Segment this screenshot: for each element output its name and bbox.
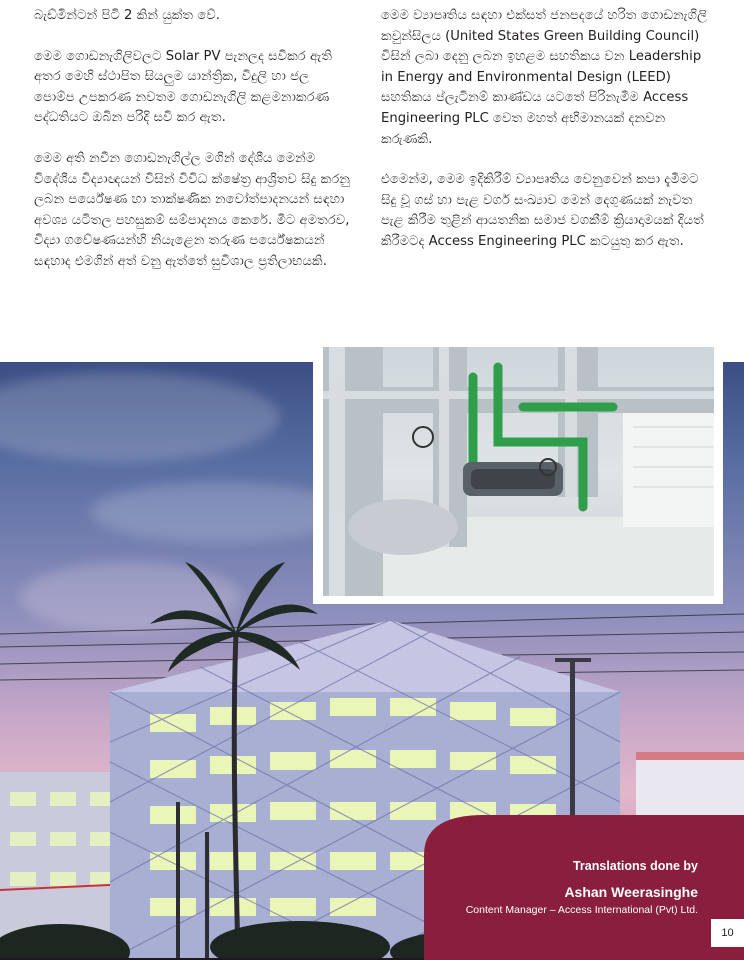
- page-number: 10: [711, 919, 744, 947]
- paragraph: මෙම අති නවීන ගොඩනැගිල්ල මගින් දේශීය මෙන්ම විදේශීය විද්‍යාඥයන් විසින් විවිධ ක්ෂේත්‍ර ආශ්‍රිතව සිදු කරනු ලබන පර්යේෂණ හා තාක්ෂණික නවෝත්පාදනයන් සඳහා අවශ්‍ය යටිතල පහසුකම් සම්පාදනය කෙරේ. මීට අමතරව, විද්‍යා ගවේෂණයන්හි නියැළෙන තරුණ පර්යේෂකයන් සඳහාද එමගින් අත් වනු ඇත්තේ සුවිශාල ප්‍රතිලාභයකි.: [34, 150, 351, 269]
- paragraph: බැඩ්මින්ටන් පිටි 2 කින් යුක්ත වේ.: [34, 8, 220, 23]
- translation-credit-panel: [424, 815, 744, 960]
- plant-room-photo: [323, 347, 714, 596]
- paragraph: මෙම ව්‍යාපෘතිය සඳහා එක්සත් ජනපදයේ හරිත ගොඩනැගිලි කවුන්සිලය (United States Green Building Council) විසින් ලබා දෙනු ලබන ඉහළම සහතිකය වන Leadership in Energy and Environmental Design (LEED) සහතිකය ප්ලැටිනම් කාණ්ඩය යටතේ පිරිනැමීම Access Engineering PLC වෙත මහත් අභිමානයක් දනවන කරුණකි.: [381, 8, 708, 147]
- interior-photo-frame: [313, 338, 723, 604]
- paragraph: එමෙන්ම, මෙම ඉදිකිරීම් ව්‍යාපෘතිය වෙනුවෙන් කපා දැමීමට සිදු වූ ගස් හා පැළ වර්ග සංඛ්‍යාව මෙන් දෙගුණයක් නැවත පැළ කිරීම තුළින් ආයතනික සමාජ වගකීම් ක්‍රියාදාමයක් දියත් කිරීමටද Access Engineering PLC කටයුතු කර ඇත.: [381, 172, 704, 249]
- paragraph: මෙම ගොඩනැගිලිවලට Solar PV පැනලද සවිකර ඇති අතර මෙහි ස්ථාපිත සියලුම යාන්ත්‍රික, විදුලි හා ජල පොම්ප උපකරණ නවතම ගොඩනැගිලි කළමනාකරණ පද්ධතියට ඔබින පරිදි සවි කර ඇත.: [34, 48, 333, 126]
- article-column-right: [381, 6, 711, 273]
- credit-name: Ashan Weerasinghe: [564, 884, 698, 900]
- credit-role: Content Manager – Access International (Pvt) Ltd.: [465, 904, 698, 916]
- plant-room-illustration: [323, 347, 714, 596]
- article-column-left: [34, 6, 352, 293]
- credit-heading: Translations done by: [572, 859, 698, 873]
